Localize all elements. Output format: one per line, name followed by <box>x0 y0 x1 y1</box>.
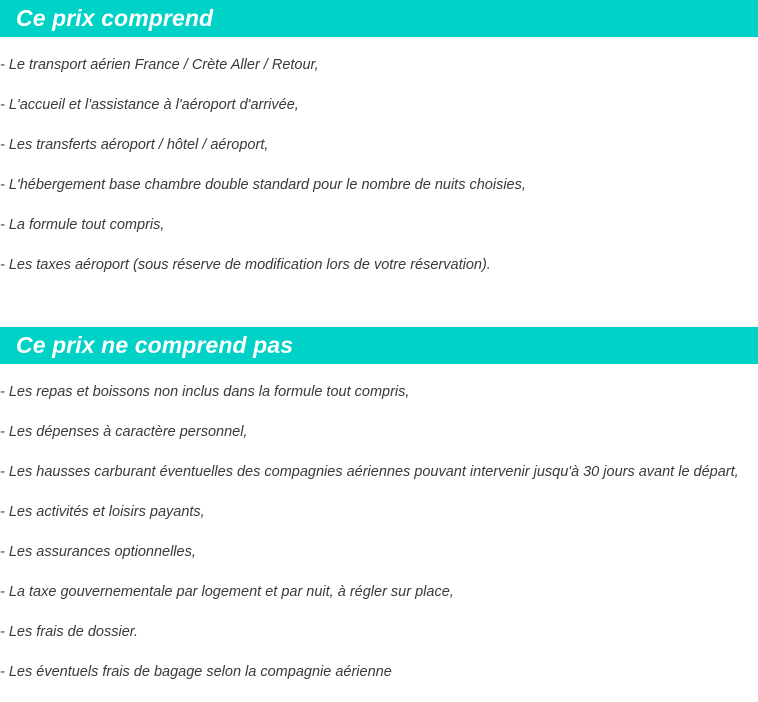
included-section-title: Ce prix comprend <box>16 5 214 31</box>
included-item-accommodation: - L'hébergement base chambre double standard pour le nombre de nuits choisies, <box>0 177 526 193</box>
excluded-section-title: Ce prix ne comprend pas <box>16 332 294 358</box>
included-item-airport-taxes: - Les taxes aéroport (sous réserve de modification lors de votre réservation). <box>0 257 491 273</box>
excluded-item-meals: - Les repas et boissons non inclus dans la formule tout compris, <box>0 384 410 400</box>
excluded-section-header <box>0 327 758 364</box>
excluded-item-fuel-surcharge: - Les hausses carburant éventuelles des compagnies aériennes pouvant intervenir jusqu'à 30 jours avant le départ, <box>0 464 739 480</box>
excluded-item-activities: - Les activités et loisirs payants, <box>0 504 205 520</box>
excluded-item-personal-expenses: - Les dépenses à caractère personnel, <box>0 424 248 440</box>
excluded-item-booking-fees: - Les frais de dossier. <box>0 624 139 640</box>
included-item-all-inclusive: - La formule tout compris, <box>0 217 165 233</box>
included-list <box>0 55 758 295</box>
excluded-item-insurance: - Les assurances optionnelles, <box>0 544 196 560</box>
excluded-item-baggage-fees: - Les éventuels frais de bagage selon la compagnie aérienne <box>0 664 392 680</box>
included-item-transfers: - Les transferts aéroport / hôtel / aéroport, <box>0 137 269 153</box>
included-item-transport: - Le transport aérien France / Crète Aller / Retour, <box>0 57 319 73</box>
excluded-item-government-tax: - La taxe gouvernementale par logement et par nuit, à régler sur place, <box>0 584 454 600</box>
included-section-header <box>0 0 758 37</box>
excluded-list <box>0 382 758 702</box>
included-item-welcome: - L'accueil et l'assistance à l'aéroport d'arrivée, <box>0 97 299 113</box>
